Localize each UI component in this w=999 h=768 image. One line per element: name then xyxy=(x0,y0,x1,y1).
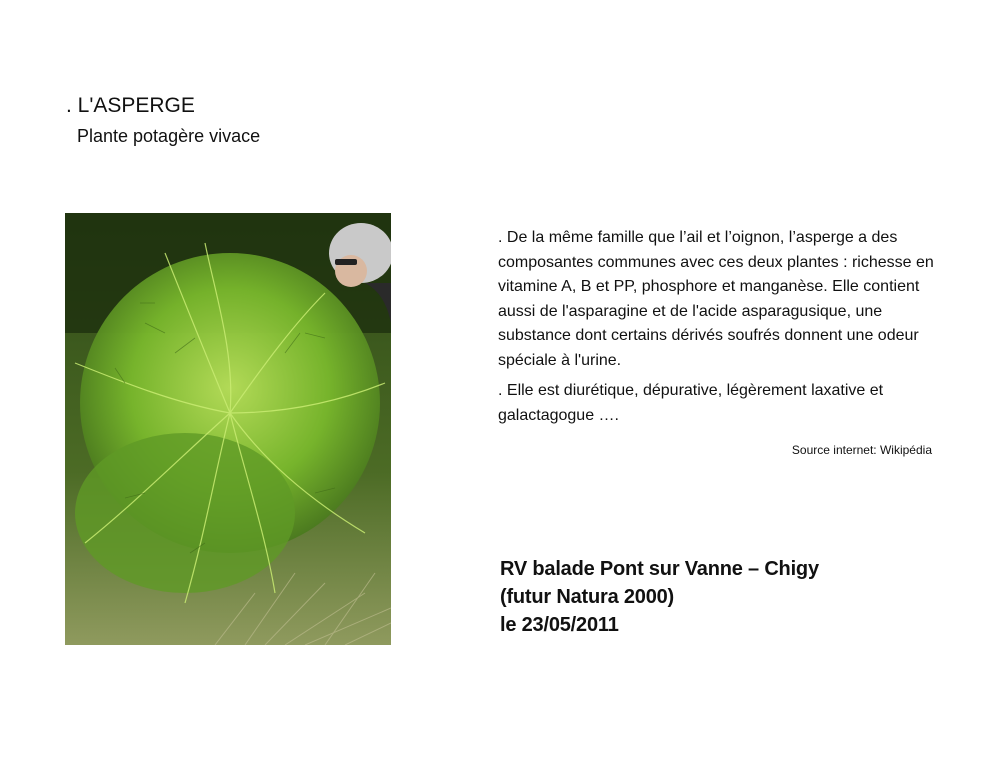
asparagus-plant-photo xyxy=(65,213,391,645)
description-paragraph-1: . De la même famille que l’ail et l’oignon, l’asperge a des composantes communes avec ces deux plantes : richesse en vitamine A, B et PP, phosphore et manganèse. Elle contient aussi de l'asparagine et de l'acide asparagusique, une substance dont certains dérivés soufrés donnent une odeur spéciale à l'urine. xyxy=(498,229,934,369)
description-text xyxy=(498,226,938,434)
event-line-2: (futur Natura 2000) xyxy=(500,586,675,608)
event-line-1: RV balade Pont sur Vanne – Chigy xyxy=(500,558,819,580)
slide-subtitle: Plante potagère vivace xyxy=(77,126,261,146)
source-credit: Source internet: Wikipédia xyxy=(791,443,932,457)
event-line-3: le 23/05/2011 xyxy=(500,614,619,636)
slide-title: . L'ASPERGE xyxy=(66,94,195,117)
event-info xyxy=(500,555,819,639)
description-paragraph-2: . Elle est diurétique, dépurative, légèrement laxative et galactagogue …. xyxy=(498,382,884,424)
